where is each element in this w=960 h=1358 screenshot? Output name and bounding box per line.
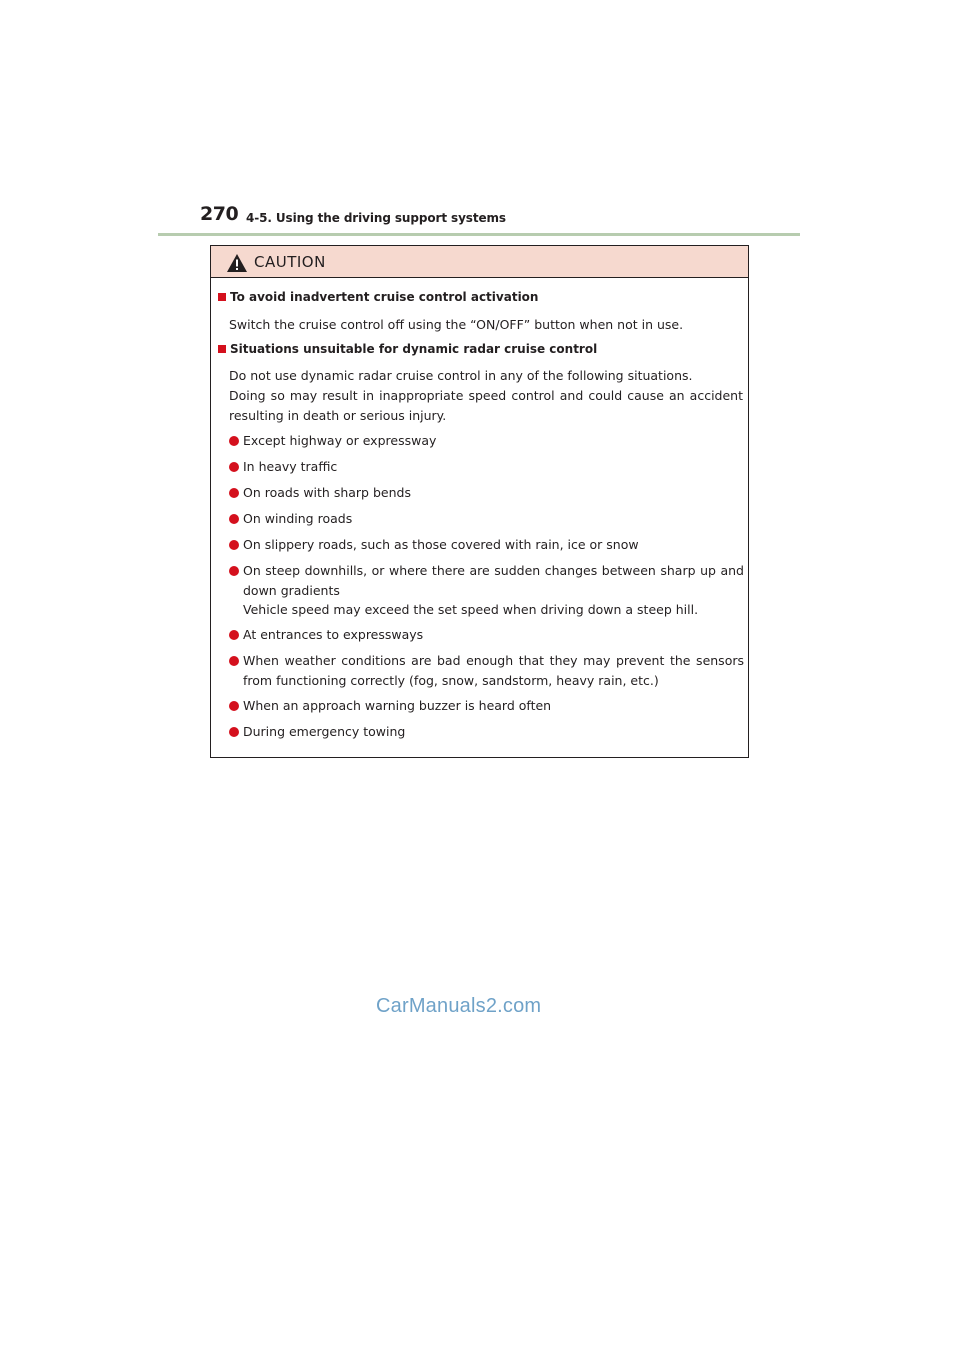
bullet-dot-icon (229, 630, 239, 640)
list-item: On slippery roads, such as those covered with rain, ice or snow (229, 535, 744, 555)
caution-header (211, 246, 748, 278)
bullet-dot-icon (229, 488, 239, 498)
page-number: 270 (200, 203, 239, 225)
bullet-dot-icon (229, 540, 239, 550)
watermark: CarManuals2.com (376, 995, 542, 1017)
bullet-dot-icon (229, 514, 239, 524)
bullet-dot-icon (229, 727, 239, 737)
bullet-dot-icon (229, 701, 239, 711)
caution-label: CAUTION (254, 253, 326, 271)
page-header (200, 203, 800, 233)
warning-triangle-icon (227, 254, 247, 272)
list-item: At entrances to expressways (229, 625, 744, 645)
bullet-dot-icon (229, 462, 239, 472)
bullet-note: Vehicle speed may exceed the set speed when driving down a steep hill. (243, 602, 699, 617)
paragraph: Switch the cruise control off using the “ON/OFF” button when not in use. (229, 317, 684, 332)
square-bullet-icon (218, 345, 226, 353)
bullet-dot-icon (229, 436, 239, 446)
bullet-dot-icon (229, 566, 239, 576)
list-item: On roads with sharp bends (229, 483, 744, 503)
header-rule (158, 233, 800, 236)
paragraph: Do not use dynamic radar cruise control in any of the following situations. (229, 368, 693, 383)
section-heading: To avoid inadvertent cruise control activation (218, 290, 538, 304)
caution-box (210, 245, 749, 758)
list-item: During emergency towing (229, 722, 744, 742)
paragraph: Doing so may result in inappropriate speed control and could cause an accident resulting in death or serious injury. (229, 388, 743, 423)
list-item: On winding roads (229, 509, 744, 529)
bullet-dot-icon (229, 656, 239, 666)
list-item: In heavy traffic (229, 457, 744, 477)
section-title: 4-5. Using the driving support systems (246, 211, 506, 225)
list-item: On steep downhills, or where there are sudden changes between sharp up and down gradients Vehicle speed may exceed the set speed when driving down a steep hill. (229, 561, 744, 620)
list-item: When an approach warning buzzer is heard often (229, 696, 744, 716)
list-item: When weather conditions are bad enough that they may prevent the sensors from functioning correctly (fog, snow, sandstorm, heavy rain, etc.) (229, 651, 744, 690)
list-item: Except highway or expressway (229, 431, 744, 451)
section-heading: Situations unsuitable for dynamic radar cruise control (218, 342, 597, 356)
square-bullet-icon (218, 293, 226, 301)
